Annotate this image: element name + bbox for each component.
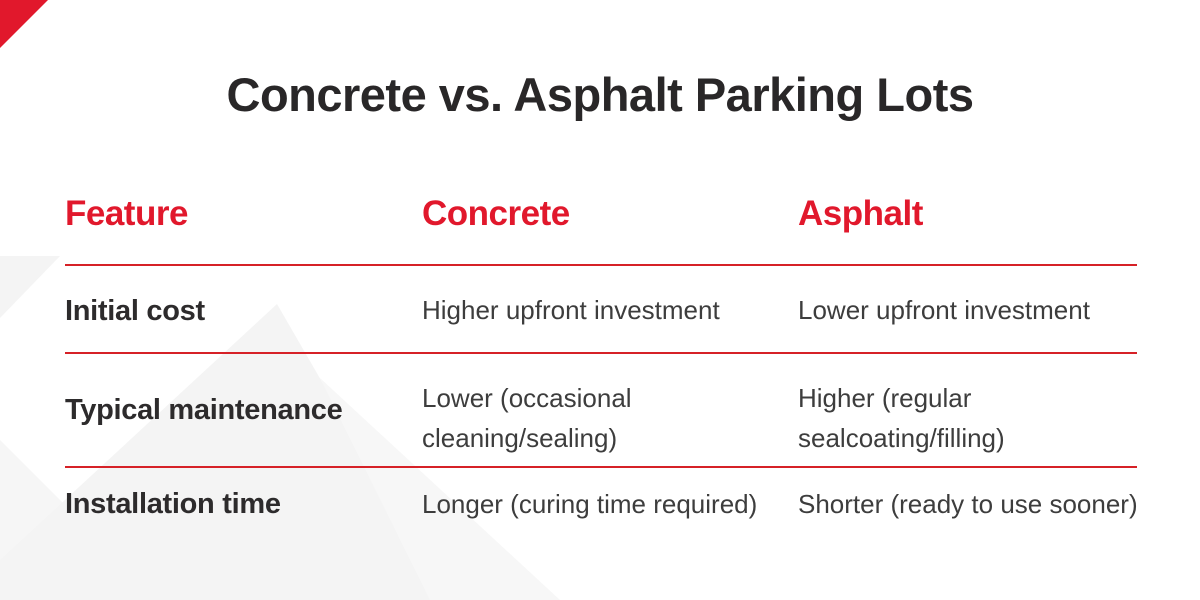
cell-maintenance-concrete: Lower (occasional cleaning/sealing) [422,383,632,453]
row-label-initial-cost: Initial cost [65,295,205,327]
cell-installation-asphalt: Shorter (ready to use sooner) [798,489,1138,519]
page-title: Concrete vs. Asphalt Parking Lots [226,68,974,121]
cell-initial-cost-asphalt: Lower upfront investment [798,295,1090,325]
column-header-feature: Feature [65,194,188,233]
decor-corner-band [0,256,60,318]
column-header-concrete: Concrete [422,194,570,233]
cell-maintenance-asphalt: Higher (regular sealcoating/filling) [798,383,1005,453]
column-header-asphalt: Asphalt [798,194,923,233]
row-label-installation-time: Installation time [65,488,281,520]
divider-rule-row2 [65,466,1137,468]
cell-initial-cost-concrete: Higher upfront investment [422,295,720,325]
divider-rule-header [65,264,1137,266]
cell-installation-concrete: Longer (curing time required) [422,489,758,519]
divider-rule-row1 [65,352,1137,354]
row-label-typical-maintenance: Typical maintenance [65,394,343,426]
